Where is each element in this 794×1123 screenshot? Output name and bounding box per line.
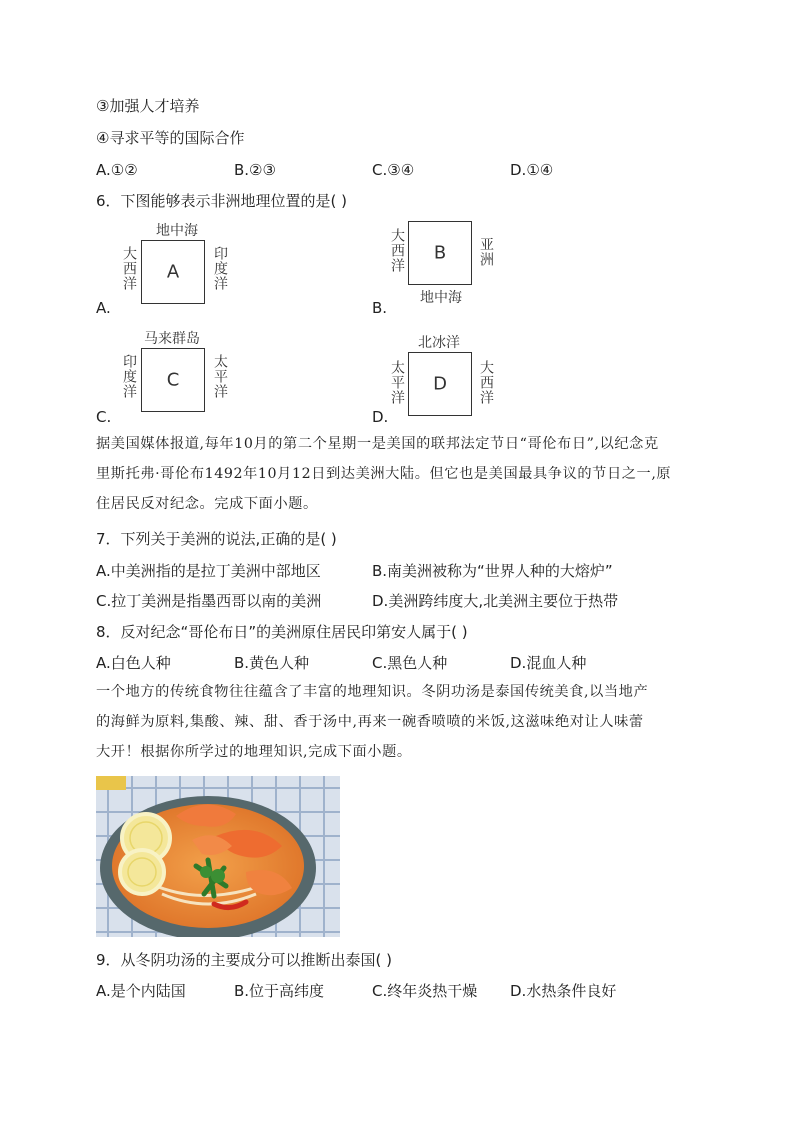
q9-option-b: B.位于高纬度 <box>234 982 325 1000</box>
q7-option-a: A.中美洲指的是拉丁美洲中部地区 <box>96 562 321 580</box>
diagram-a-letter: A <box>166 261 180 283</box>
q5-option-b: B.②③ <box>234 161 276 179</box>
q9-stem: 9．从冬阴功汤的主要成分可以推断出泰国( ) <box>96 951 393 969</box>
diagram-d-top-label: 北冰洋 <box>418 335 460 351</box>
diagram-c-top-label: 马来群岛 <box>144 331 200 347</box>
q6-stem: 6．下图能够表示非洲地理位置的是( ) <box>96 192 348 210</box>
passage-columbus-day <box>96 429 696 519</box>
diagram-d-right-label: 大西洋 <box>478 360 494 405</box>
diagram-d-left-label: 太平洋 <box>389 360 405 405</box>
q7-option-b: B.南美洲被称为“世界人种的大熔炉” <box>372 562 613 580</box>
q9-option-a: A.是个内陆国 <box>96 982 186 1000</box>
diagram-a-option-label: A. <box>96 299 111 317</box>
diagram-c-left-label: 印度洋 <box>121 354 137 399</box>
diagram-b-letter: B <box>433 242 447 264</box>
passage-line: 里斯托弗·哥伦布1492年10月12日到达美洲大陆。但它也是美国最具争议的节日之一,原 <box>96 466 672 482</box>
q5-item-4: ④寻求平等的国际合作 <box>96 129 245 147</box>
q9-option-d: D.水热条件良好 <box>510 982 617 1000</box>
q8-stem: 8．反对纪念“哥伦布日”的美洲原住居民印第安人属于( ) <box>96 623 468 641</box>
diagram-b-bottom-label: 地中海 <box>420 290 462 306</box>
diagram-b-left-label: 大西洋 <box>389 228 405 273</box>
passage-line: 大开！根据你所学过的地理知识,完成下面小题。 <box>96 744 412 760</box>
passage-line: 的海鲜为原料,集酸、辣、甜、香于汤中,再来一碗香喷喷的米饭,这滋味绝对让人味蕾 <box>96 714 644 730</box>
diagram-d-box <box>408 352 472 416</box>
diagram-d-letter: D <box>433 373 447 395</box>
passage-line: 住居民反对纪念。完成下面小题。 <box>96 496 318 512</box>
q7-stem: 7．下列关于美洲的说法,正确的是( ) <box>96 530 337 548</box>
diagram-c-letter: C <box>166 369 180 391</box>
diagram-b-box <box>408 221 472 285</box>
diagram-a-box <box>141 240 205 304</box>
diagram-a-top-label: 地中海 <box>156 223 198 239</box>
q8-option-c: C.黑色人种 <box>372 654 448 672</box>
q5-item-3: ③加强人才培养 <box>96 97 200 115</box>
q5-option-c: C.③④ <box>372 161 415 179</box>
q8-option-d: D.混血人种 <box>510 654 587 672</box>
q5-option-a: A.①② <box>96 161 138 179</box>
diagram-c-option-label: C. <box>96 408 112 426</box>
diagram-d-option-label: D. <box>372 408 389 426</box>
passage-line: 一个地方的传统食物往往蕴含了丰富的地理知识。冬阴功汤是泰国传统美食,以当地产 <box>96 684 649 700</box>
passage-tom-yum <box>96 677 696 767</box>
diagram-c-right-label: 太平洋 <box>212 354 228 399</box>
q5-option-d: D.①④ <box>510 161 554 179</box>
q8-option-a: A.白色人种 <box>96 654 171 672</box>
q7-option-c: C.拉丁美洲是指墨西哥以南的美洲 <box>96 592 322 610</box>
diagram-a-right-label: 印度洋 <box>212 246 228 291</box>
q7-option-d: D.美洲跨纬度大,北美洲主要位于热带 <box>372 592 619 610</box>
tom-yum-soup-photo <box>96 776 340 937</box>
diagram-c-box <box>141 348 205 412</box>
diagram-b-right-label: 亚洲 <box>478 237 494 267</box>
passage-line: 据美国媒体报道,每年10月的第二个星期一是美国的联邦法定节日“哥伦布日”,以纪念克 <box>96 436 659 452</box>
q8-option-b: B.黄色人种 <box>234 654 310 672</box>
diagram-a-left-label: 大西洋 <box>121 246 137 291</box>
q9-option-c: C.终年炎热干燥 <box>372 982 478 1000</box>
diagram-b-option-label: B. <box>372 299 388 317</box>
